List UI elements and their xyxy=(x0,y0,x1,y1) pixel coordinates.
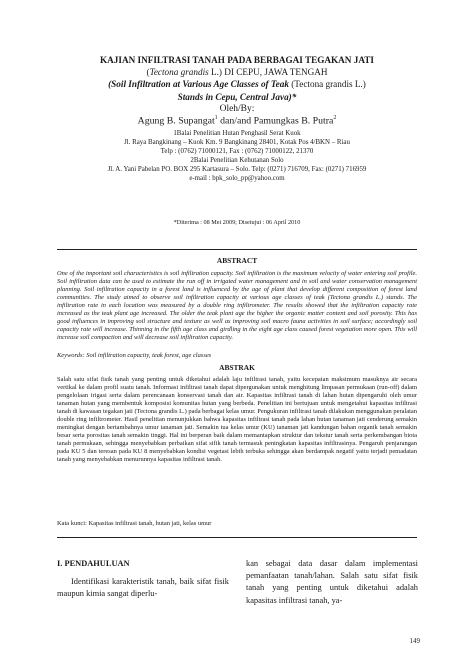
author-conjunction: dan/and xyxy=(217,115,254,127)
abstract-keywords: Keywords: Soil infiltration capacity, teak forest, age classes xyxy=(57,352,212,359)
byline-label: Oleh/By: xyxy=(219,104,255,114)
right-column xyxy=(246,558,418,607)
affiliation-email: e-mail : bpk_solo_pp@yahoo.com xyxy=(189,174,285,182)
abstract-body: One of the important soil characteristics is soil infiltration capacity. Soil infiltration is the maximum velocity of water entering soil profile. Soil infiltration data can be used to estimate the run off in irrigated water management and in soil and water conservation management planning. Soil infiltration capacity in a forest land is influenced by the age of plant that develop different composition of forest land communities. The study aimed to observe soil infiltration capacity at various age classes of teak (Tectona grandis L.) stands. The infiltration rate in each location was measured by a double ring infiltrometer. The results showed that the infiltration capacity rate increased as the teak plant age increased. The older the teak plant age the higher the organic matter content and soil porosity. This has good influences in improving soil structure and texture as well as improving soil macro fauna activities in soil surface; accordingly soil capacity rate will increase. Thinning in the fifth age class and girdling in the eight age class caused forest vegetation more open. This will increase soil compaction and will decrease soil infiltration capacity. xyxy=(57,270,417,342)
divider-bottom xyxy=(57,537,417,538)
abstrak-keywords: Kata kunci: Kapasitas infiltrasi tanah, hutan jati, kelas umur xyxy=(57,520,212,527)
author-2-sup: 2 xyxy=(333,115,337,121)
abstrak-heading: ABSTRAK xyxy=(219,363,255,372)
affiliations xyxy=(60,130,414,183)
received-accepted-dates: *Diterima : 08 Mei 2009; Disetujui : 06 April 2010 xyxy=(173,219,301,226)
author-1-sup: 1 xyxy=(214,115,218,121)
abstrak-body: Salah satu sifat fisik tanah yang penting untuk diketahui adalah laju infiltrasi tanah, yaitu kecepatan maksimum masuknya air secara vertikal ke dalam profil suatu tanah. Informasi infiltrasi tanah dapat dipergunakan untuk menghitung limpasan permukaan (run-off) dalam pengelolaan irigasi serta dalam perencanaan konservasi tanah dan air. Kapasitas infiltrasi tanah di lahan hutan dipengaruhi oleh umur tanaman hutan yang membentuk komposisi komunitas hutan yang berbeda. Penelitian ini bertujuan untuk mengetahui kapasitas infiltrasi tanah di kawasan tegakan jati (Tectona grandis L.) pada berbagai kelas umur. Pengukuran infiltrasi tanah dilakukan menggunakan peralatan double ring infiltrometer. Hasil penelitian menunjukkan bahwa kapasitas infiltrasi tanah pada lahan hutan tanaman jati cenderung semakin meningkat dengan bertambahnya umur tanaman jati. Semakin tua kelas umur (KU) tanaman jati kandungan bahan organik tanah semakin besar serta porositas tanah semakin tinggi. Hal ini berperan baik dalam memantapkan struktur dan tekstur tanah serta perkembangan biota tanah permukaan, sehingga menyebabkan perbaikan sifat sifik tanah termasuk peningkatan kapasitas infiltrasinya. Pengaruh penjarangan pada KU 5 dan teresan pada KU 8 menyebabkan kondisi vegetasi lebih terbuka sehingga akan berdampak negatif yaitu terjadi pemadatan tanah yang menyebabkan menurunnya kapasitas infiltrasi tanah. xyxy=(57,376,417,464)
affiliation-line: 1Balai Penelitian Hutan Penghasil Serat Kuok xyxy=(173,130,301,137)
title-line-2-open: ( xyxy=(146,67,150,78)
section-heading: I. PENDAHULUAN xyxy=(57,559,130,568)
affiliation-line: Jl. Raya Bangkinang – Kuok Km. 9 Bangkinang 28401, Kotak Pos 4/BKN – Riau xyxy=(124,138,350,146)
affiliation-line: 2Balai Penelitian Kehutanan Solo xyxy=(190,156,284,164)
paper-title xyxy=(60,54,414,103)
title-line-3-species: (Tectona grandis L.) xyxy=(288,79,366,90)
left-column xyxy=(57,558,229,601)
title-species: Tectona grandis xyxy=(149,67,209,78)
author-1: Agung B. Supangat xyxy=(137,115,215,127)
divider-top xyxy=(57,249,417,250)
title-line-2 xyxy=(60,66,414,78)
intro-paragraph-left: Identifikasi karakteristik tanah, baik sifat fisik maupun kimia sangat diperlu- xyxy=(57,577,229,599)
title-line-3 xyxy=(60,78,414,90)
intro-paragraph-right: kan sebagai data dasar dalam implementasi pemanfaatan tanah/lahan. Salah satu sifat fisik tanah yang penting untuk diketahui adalah kapasitas infiltrasi tanah, ya- xyxy=(246,559,418,605)
title-line-4: Stands in Cepu, Central Java)* xyxy=(177,91,297,102)
title-line-1: KAJIAN INFILTRASI TANAH PADA BERBAGAI TEGAKAN JATI xyxy=(100,55,374,65)
affiliation-line: Jl. A. Yani Pabelan PO. BOX 295 Kartasura – Solo. Telp: (0271) 716709, Fax: (0271) 716959 xyxy=(107,165,367,173)
authors-line xyxy=(60,115,414,126)
title-line-2-rest: L.) DI CEPU, JAWA TENGAH xyxy=(208,67,328,78)
title-line-3-en: (Soil Infiltration at Various Age Classes of Teak xyxy=(108,79,289,90)
abstract-heading: ABSTRACT xyxy=(216,256,258,265)
page-number: 149 xyxy=(409,637,420,645)
author-2: Pamungkas B. Putra xyxy=(253,115,334,127)
affiliation-line: Telp : (0762) 71000121, Fax : (0762) 71000122, 21370 xyxy=(160,147,314,155)
